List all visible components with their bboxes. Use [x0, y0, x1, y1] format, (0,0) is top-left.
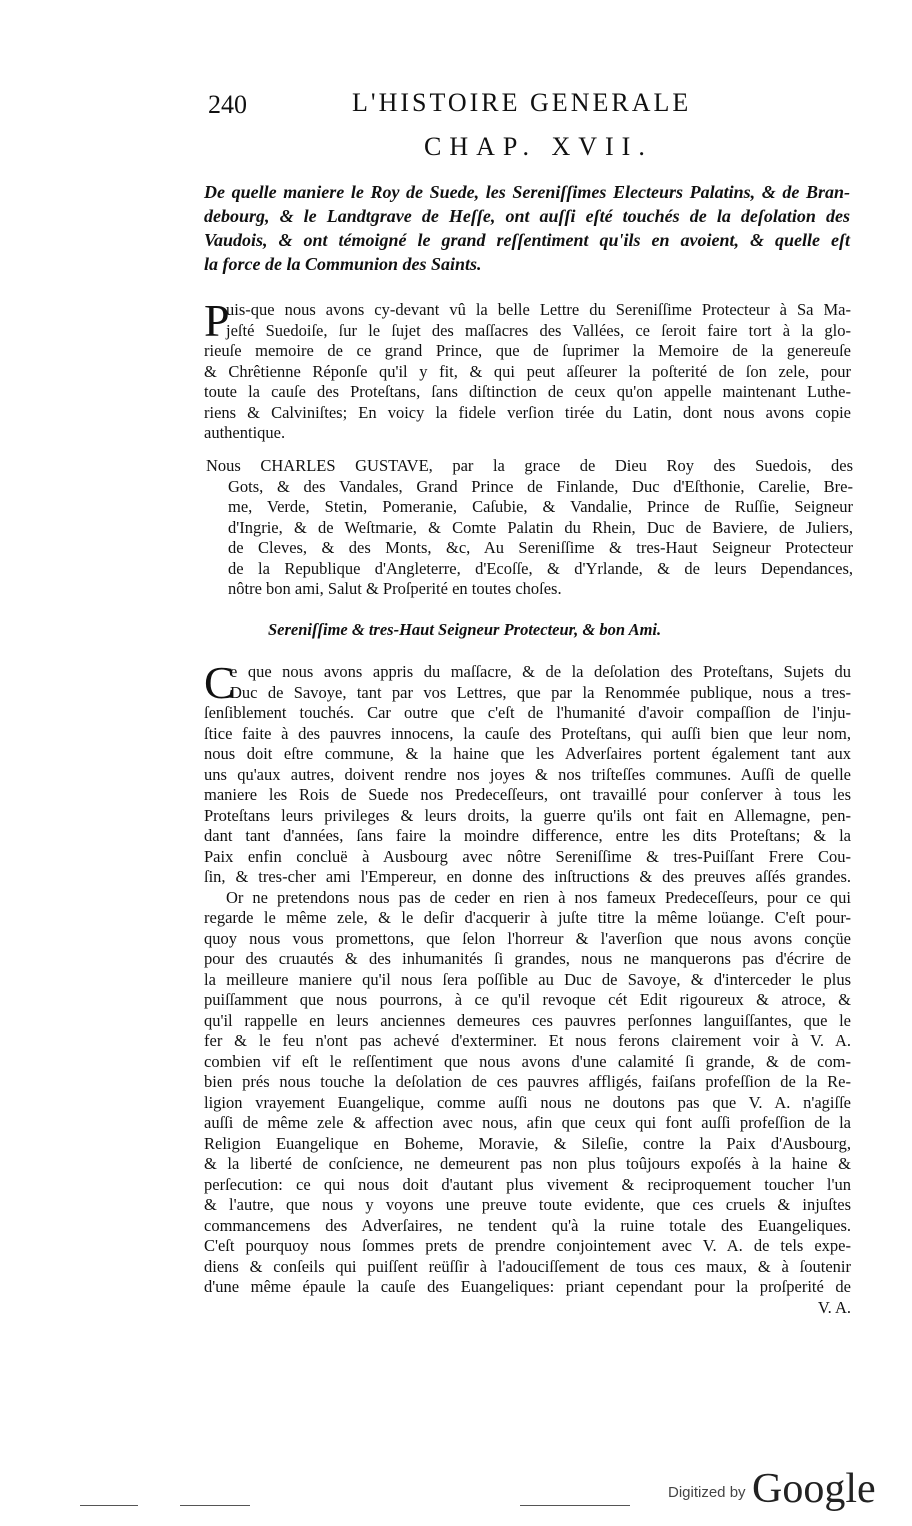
text-line: fer & le feu n'ont pas achevé d'exterminer. Et nous ferons clairement voir à V. A.: [204, 1031, 851, 1050]
text-line: dant tant d'années, ſans faire la moindre difference, entre les dits Proteſtans; & la: [204, 826, 851, 845]
text-line: e que nous avons appris du maſſacre, & de la deſolation des Proteſtans, Sujets du: [230, 662, 851, 681]
intro-paragraph: [204, 295, 851, 444]
text-line: & la liberté de conſcience, ne demeurent pas non plus toûjours expoſés à la haine &: [204, 1154, 851, 1173]
text-line: authentique.: [204, 423, 286, 442]
text-line: pour des cruautés & des inhumanités ſi grandes, nous ne manquerons pas d'écrire de: [204, 949, 851, 968]
text-line: me, Verde, Stetin, Pomeranie, Caſubie, & Vandalie, Prince de Ruſſie, Seigneur: [228, 497, 853, 516]
text-line: maniere les Rois de Suede nos Predeceſſeurs, ont travaillé pour conſerver à tous les: [204, 785, 851, 804]
chapter-title: [204, 180, 850, 276]
text-line: puiſſamment que nous pourrons, à ce qu'il revoque cét Edit rigoureux & atroce, &: [204, 990, 851, 1009]
text-line: d'Ingrie, & de Weſtmarie, & Comte Palatin du Rhein, Duc de Baviere, de Juliers,: [228, 517, 853, 537]
text-line: Proteſtans leurs privileges & leurs droits, la guerre qu'ils ont fait en Allemagne, pen-: [204, 805, 851, 825]
footer-rule: [520, 1505, 630, 1506]
footer-rule: [80, 1505, 138, 1506]
drop-cap: C: [204, 657, 235, 708]
letter-heading: [206, 456, 853, 600]
text-line: regarde le même zele, & le deſir d'acquerir à juſte titre la même loüange. C'eſt pour-: [204, 908, 851, 927]
text-line: C'eſt pourquoy nous ſommes prets de prendre conjointement avec V. A. de tels expe-: [204, 1236, 851, 1255]
text-line: Duc de Savoye, tant par vos Lettres, que par la Renommée publique, nous a tres-: [230, 682, 851, 702]
page-number: 240: [208, 90, 247, 119]
chapter-title-line: De quelle maniere le Roy de Suede, les Sereniſſimes Electeurs Palatins, & de Bran-: [204, 182, 850, 202]
text-line: ſenſiblement touchés. Car outre que c'eſt de l'humanité d'avoir compaſſion de l'inju-: [204, 703, 851, 722]
drop-cap: P: [204, 295, 230, 346]
text-line: de Cleves, & des Monts, &c, Au Sereniſſime & tres-Haut Seigneur Protecteur: [228, 538, 853, 557]
text-line: auſſi de même zele & affection avec nous, afin que ceux qui font auſſi profeſſion de la: [204, 1113, 851, 1132]
footer-rule: [180, 1505, 250, 1506]
text-line: ſtice faite à des pauvres innocens, la cauſe des Proteſtans, qui auſſi bien que leur nom,: [204, 723, 851, 743]
text-line: rieuſe memoire de ce grand Prince, que de ſuprimer la Memoire de la genereuſe: [204, 341, 851, 360]
text-line: & Chrêtienne Réponſe qu'il y fit, & qui peut aſſeurer la poſterité de ſon zele, pour: [204, 361, 851, 381]
text-line: jeſté Suedoiſe, ſur le ſujet des maſſacres des Vallées, ce ſeroit faire tort à la glo-: [226, 320, 851, 340]
chapter-title-line: debourg, & le Landtgrave de Heſſe, ont auſſi eſté touchés de la deſolation des: [204, 206, 850, 226]
text-line: diens & conſeils qui puiſſent reüſſir à l'adouciſſement de tous ces maux, & à ſoutenir: [204, 1256, 851, 1276]
text-line: combien vif eſt le reſſentiment que nous avons d'une calamité ſi grande, & de com-: [204, 1051, 851, 1071]
text-line: la meilleure maniere qu'il nous ſera poſſible au Duc de Savoye, & d'interceder le plus: [204, 969, 851, 989]
running-head: L'HISTOIRE GENERALE: [352, 88, 692, 117]
google-logo: Google: [752, 1466, 876, 1512]
salutation: Sereniſſime & tres-Haut Seigneur Protecteur, & bon Ami.: [268, 620, 662, 639]
text-line: Nous CHARLES GUSTAVE, par la grace de Dieu Roy des Suedois, des: [206, 456, 853, 475]
text-line: ſin, & tres-cher ami l'Empereur, en donne des inſtructions & des preuves aſſés grandes.: [204, 867, 851, 886]
text-line: Gots, & des Vandales, Grand Prince de Finlande, Duc d'Eſthonie, Carelie, Bre-: [228, 476, 853, 496]
letter-body: [204, 657, 851, 1318]
text-line: toute la cauſe des Proteſtans, ſans diſtinction de ceux qu'on appelle maintenant Luthe-: [204, 382, 851, 401]
chapter-heading: CHAP. XVII.: [424, 132, 653, 161]
text-line: ligion vrayement Euangelique, comme auſſi nous ne doutons pas que V. A. n'agiſſe: [204, 1092, 851, 1112]
text-line: quoy nous vous promettons, que ſelon l'horreur & l'averſion que nous avons conçüe: [204, 928, 851, 948]
chapter-title-line: Vaudois, & ont témoigné le grand reſſentiment qu'ils en avoient, & quelle eſt: [204, 230, 850, 250]
text-line: & l'autre, que nous y voyons une preuve toute evidente, que ces cruels & injuſtes: [204, 1195, 851, 1214]
text-line: Paix enfin concluë à Ausbourg avec nôtre Sereniſſime & tres-Puiſſant Frere Cou-: [204, 846, 851, 866]
text-line: commancemens des Adverſaires, ne tendent qu'à la ruine totale des Euangeliques.: [204, 1215, 851, 1235]
text-line: riens & Calviniſtes; En voicy la fidele verſion tirée du Latin, dont nous avons copie: [204, 402, 851, 422]
text-line: nôtre bon ami, Salut & Proſperité en toutes choſes.: [228, 579, 562, 598]
text-line: uns qu'aux autres, doivent rendre nos joyes & nos triſteſſes communes. Auſſi de quelle: [204, 764, 851, 784]
text-line: d'une même épaule la cauſe des Euangeliques: priant cependant pour la proſperité de: [204, 1277, 851, 1296]
text-line: qu'il rappelle en leurs anciennes demeures ces pauvres perſonnes languiſſantes, que le: [204, 1010, 851, 1030]
catchword: V. A.: [817, 1297, 851, 1317]
text-line: Religion Euangelique en Boheme, Moravie, & Sileſie, contre la Paix d'Ausbourg,: [204, 1133, 851, 1153]
digitized-by-label: Digitized by: [668, 1484, 746, 1501]
text-line: uis-que nous avons cy-devant vû la belle Lettre du Sereniſſime Protecteur à Sa Ma-: [226, 300, 851, 319]
chapter-title-line: la force de la Communion des Saints.: [204, 254, 482, 274]
text-line: perſecution: ce qui nous doit d'autant plus vivement & reciproquement toucher l'un: [204, 1174, 851, 1194]
text-line: nous doit eſtre commune, & la haine que les Adverſaires portent également tant aux: [204, 744, 851, 763]
text-line: bien prés nous touche la deſolation de ces pauvres affligés, faiſans profeſſion de la Re-: [204, 1072, 851, 1091]
text-line: Or ne pretendons nous pas de ceder en rien à nos fameux Predeceſſeurs, pour ce qui: [226, 887, 851, 907]
text-line: de la Republique d'Angleterre, d'Ecoſſe, & d'Yrlande, & de leurs Dependances,: [228, 558, 853, 578]
